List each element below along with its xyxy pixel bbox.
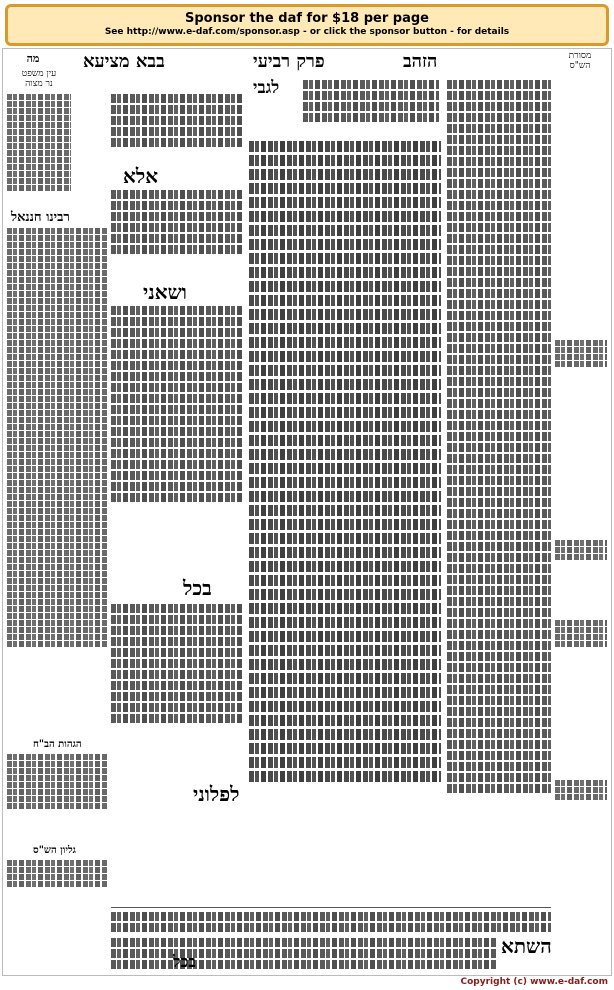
gemara-main-text [249, 139, 441, 905]
hagahot-text [7, 753, 107, 823]
sponsor-subtitle[interactable]: See http://www.e-daf.com/sponsor.asp - or click the sponsor button - for details [104, 27, 510, 37]
tosafot-top [111, 93, 243, 163]
catchword-bekol-2: בכל [173, 952, 197, 971]
mesoret-ref-1 [555, 339, 607, 399]
page-number: מה [26, 52, 40, 65]
catchword-veshani: ושאני [143, 280, 187, 304]
sponsor-banner[interactable] [5, 4, 609, 46]
gilyon-text [7, 859, 107, 899]
sponsor-title[interactable]: Sponsor the daf for $18 per page [185, 11, 429, 26]
ein-mishpat-block [7, 93, 71, 205]
chapter-label: פרק רביעי [253, 51, 325, 72]
mesoret-title: מסורת הש"ס [568, 51, 592, 71]
gilyon-heading: גליון הש"ס [33, 845, 76, 856]
catchword-ela: אלא [123, 164, 159, 188]
tosafot-block-1 [111, 189, 243, 281]
copyright-footer: Copyright (c) www.e-daf.com [460, 977, 608, 987]
tractate-title: בבא מציעא [83, 51, 165, 72]
talmud-page [2, 48, 612, 976]
rabbeinu-chananel-heading: רבינו חננאל [11, 210, 70, 225]
catchword-lefeli: לפלוני [193, 782, 240, 806]
gemara-top [303, 79, 439, 129]
rabbeinu-chananel-text [7, 227, 107, 677]
chapter-name: הזהב [403, 51, 438, 72]
tosafot-block-3 [111, 603, 243, 779]
bottom-commentary-1 [111, 911, 551, 937]
mesoret-ref-4 [555, 779, 607, 819]
ein-mishpat-title: עין משפט נר מצוה [21, 69, 57, 89]
bottom-divider [111, 907, 551, 908]
mesoret-ref-2 [555, 539, 607, 579]
catchword-levavi: לגבי [253, 78, 280, 98]
tosafot-block-2 [111, 305, 243, 575]
hagahot-heading: הגהות הב"ח [33, 739, 82, 750]
bottom-commentary-2 [111, 937, 497, 973]
catchword-hashta: השתא [501, 934, 552, 958]
mesoret-ref-3 [555, 619, 607, 669]
rashi-text [447, 79, 551, 905]
catchword-bekol: בכל [183, 576, 212, 600]
